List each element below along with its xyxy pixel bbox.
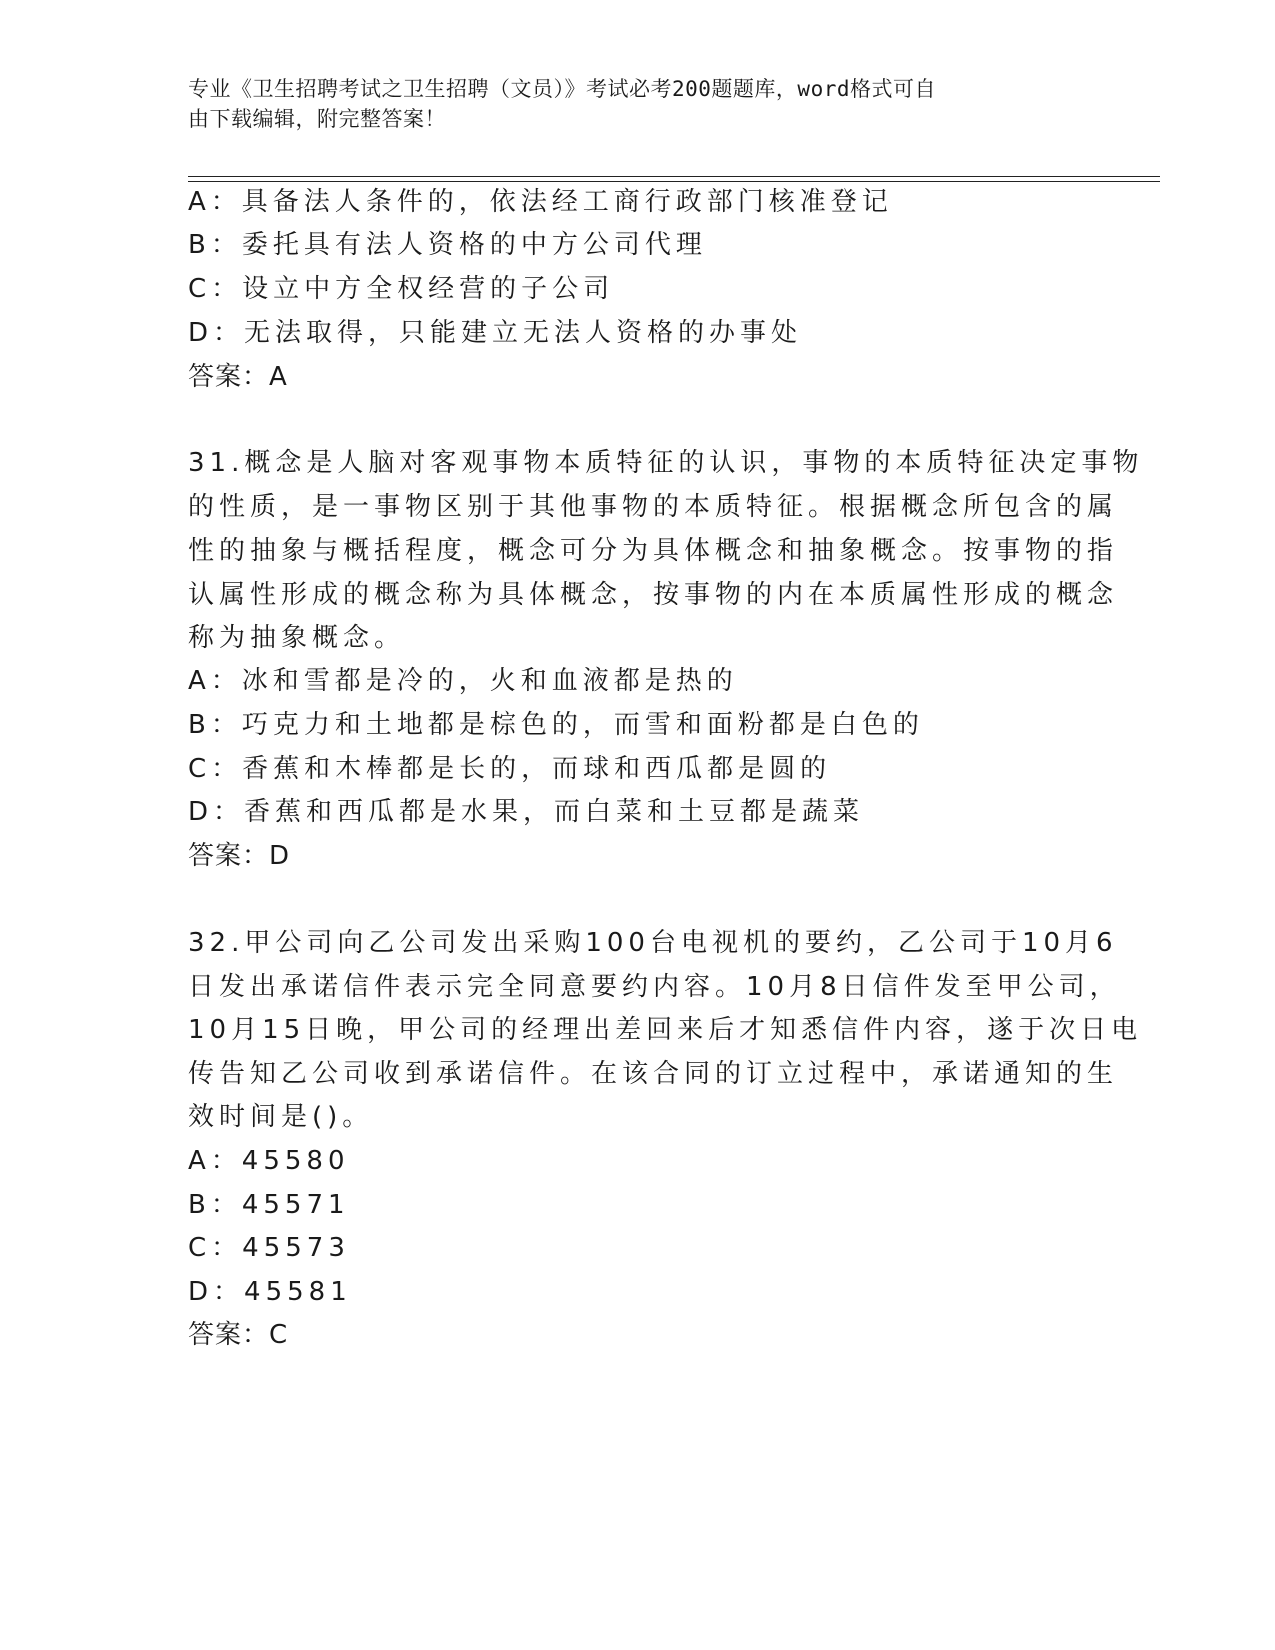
q32-option-b: B：45571 — [188, 1190, 350, 1220]
q30-option-d: D：无法取得，只能建立无法人资格的办事处 — [188, 318, 803, 348]
header-divider-bottom — [188, 181, 1160, 182]
q32-option-a: A：45580 — [188, 1146, 350, 1176]
header-line-2: 由下载编辑，附完整答案！ — [188, 107, 446, 131]
q30-option-c: C：设立中方全权经营的子公司 — [188, 274, 615, 304]
q31-stem-line-2: 的性质，是一事物区别于其他事物的本质特征。根据概念所包含的属 — [188, 492, 1119, 522]
q31-stem-line-3: 性的抽象与概括程度，概念可分为具体概念和抽象概念。按事物的指 — [188, 536, 1119, 566]
q31-answer: 答案：D — [188, 841, 291, 871]
q31-stem-line-4: 认属性形成的概念称为具体概念，按事物的内在本质属性形成的概念 — [188, 580, 1119, 610]
header-divider-top — [188, 176, 1160, 177]
q30-option-b: B：委托具有法人资格的中方公司代理 — [188, 230, 707, 260]
q31-option-c: C：香蕉和木棒都是长的，而球和西瓜都是圆的 — [188, 754, 832, 784]
q31-option-b: B：巧克力和土地都是棕色的，而雪和面粉都是白色的 — [188, 710, 924, 740]
q32-answer: 答案：C — [188, 1320, 289, 1350]
q32-option-d: D：45581 — [188, 1277, 352, 1307]
q32-stem-line-2: 日发出承诺信件表示完全同意要约内容。10月8日信件发至甲公司， — [188, 972, 1121, 1002]
q31-stem-line-1: 31.概念是人脑对客观事物本质特征的认识，事物的本质特征决定事物 — [188, 448, 1144, 478]
q31-option-a: A：冰和雪都是冷的，火和血液都是热的 — [188, 666, 738, 696]
q32-stem-line-1: 32.甲公司向乙公司发出采购100台电视机的要约，乙公司于10月6 — [188, 928, 1118, 958]
q32-option-c: C：45573 — [188, 1233, 350, 1263]
q31-option-d: D：香蕉和西瓜都是水果，而白菜和土豆都是蔬菜 — [188, 797, 865, 827]
q32-stem-line-5: 效时间是()。 — [188, 1102, 374, 1132]
q31-stem-line-5: 称为抽象概念。 — [188, 623, 406, 653]
header-line-1: 专业《卫生招聘考试之卫生招聘（文员）》考试必考200题题库，word格式可自 — [188, 77, 936, 101]
q32-stem-line-4: 传告知乙公司收到承诺信件。在该合同的订立过程中，承诺通知的生 — [188, 1059, 1119, 1089]
document-header — [188, 74, 1068, 134]
q30-option-a: A：具备法人条件的，依法经工商行政部门核准登记 — [188, 187, 893, 217]
q30-answer: 答案：A — [188, 362, 288, 392]
q32-stem-line-3: 10月15日晚，甲公司的经理出差回来后才知悉信件内容，遂于次日电 — [188, 1015, 1143, 1045]
